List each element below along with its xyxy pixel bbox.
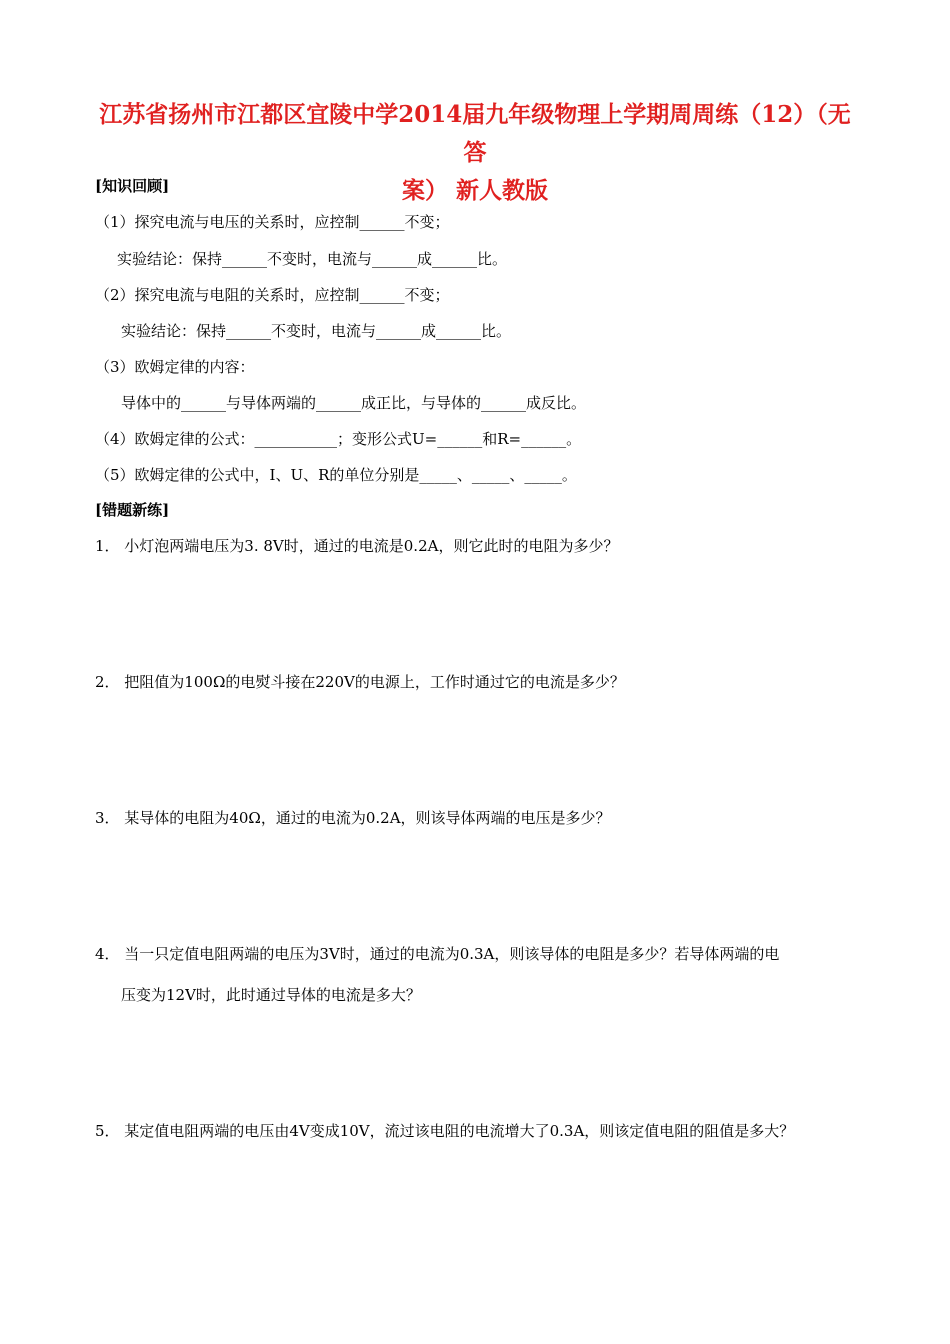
review-item-3: （3）欧姆定律的内容： <box>95 358 255 376</box>
title-line-1: 江苏省扬州市江都区宜陵中学2014届九年级物理上学期周周练（12）（无答 <box>99 101 851 166</box>
review-item-1-conclusion: 实验结论：保持______不变时，电流与______成______比。 <box>117 250 508 268</box>
question-2: 2． 把阻值为100Ω的电熨斗接在220V的电源上，工作时通过它的电流是多少？ <box>95 673 625 691</box>
question-4-continued: 压变为12V时，此时通过导体的电流是多大？ <box>121 986 421 1004</box>
review-item-2: （2）探究电流与电阻的关系时，应控制______不变； <box>95 286 450 304</box>
document-title <box>95 96 855 210</box>
review-item-5: （5）欧姆定律的公式中，I、U、R的单位分别是_____、_____、_____。 <box>95 466 577 484</box>
question-3: 3． 某导体的电阻为40Ω，通过的电流为0.2A，则该导体两端的电压是多少？ <box>95 809 611 827</box>
question-4: 4． 当一只定值电阻两端的电压为3V时，通过的电流为0.3A，则该导体的电阻是多少？若导体两端的电 <box>95 945 780 963</box>
review-item-3-content: 导体中的______与导体两端的______成正比，与导体的______成反比。 <box>121 394 587 412</box>
question-5: 5． 某定值电阻两端的电压由4V变成10V，流过该电阻的电流增大了0.3A，则该定值电阻的阻值是多大？ <box>95 1122 795 1140</box>
review-heading: [知识回顾] <box>95 177 170 195</box>
question-1: 1． 小灯泡两端电压为3. 8V时，通过的电流是0.2A，则它此时的电阻为多少？ <box>95 537 619 555</box>
practice-heading: [错题新练] <box>95 501 170 519</box>
review-item-2-conclusion: 实验结论：保持______不变时，电流与______成______比。 <box>121 322 512 340</box>
title-line-2: 案） 新人教版 <box>401 177 548 204</box>
review-item-4: （4）欧姆定律的公式：___________；变形公式U=______和R=______。 <box>95 430 582 448</box>
review-item-1: （1）探究电流与电压的关系时，应控制______不变； <box>95 213 450 231</box>
